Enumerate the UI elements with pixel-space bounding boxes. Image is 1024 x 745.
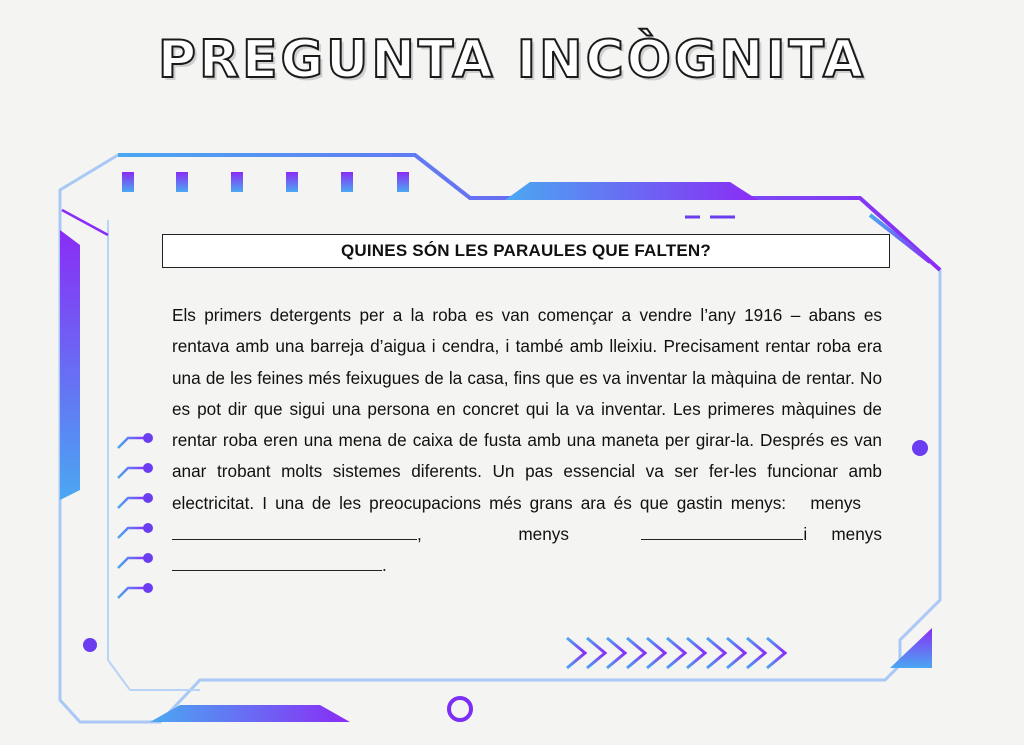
fill-in-word-2: menys (518, 524, 569, 545)
question-heading (162, 234, 890, 268)
comma: , (417, 524, 422, 545)
fill-in-lead: menys: (730, 492, 787, 513)
fill-in-word-1: menys (810, 492, 862, 513)
passage-body (172, 300, 882, 582)
conjunction: i (803, 524, 808, 545)
period: . (382, 555, 387, 576)
blank-1[interactable] (172, 525, 417, 540)
blank-3[interactable] (172, 556, 382, 571)
question-text: QUINES SÓN LES PARAULES QUE FALTEN? (340, 241, 711, 260)
passage (172, 300, 882, 582)
fill-in-word-3: menys (831, 524, 882, 545)
passage-text: Els primers detergents per a la roba es van començar a vendre l’any 1916 – abans es rentava amb una barreja d’aigua i cendra, i també amb lleixiu. Precisament rentar roba era una de les feines més feixugues de la casa, fins que es va inventar la màquina de rentar. No es pot dir que sigui una persona en concret qui la va inventar. Les primeres màquines de rentar roba eren una mena de caixa de fusta amb una maneta per girar-la. Després es van anar trobant molts sistemes diferents. Un pas essencial va ser fer-les funcionar amb electricitat. I una de les preocupacions més grans ara és que gastin (172, 305, 882, 513)
blank-2[interactable] (641, 525, 803, 540)
page-title: PREGUNTA INCÒGNITA (157, 30, 867, 90)
